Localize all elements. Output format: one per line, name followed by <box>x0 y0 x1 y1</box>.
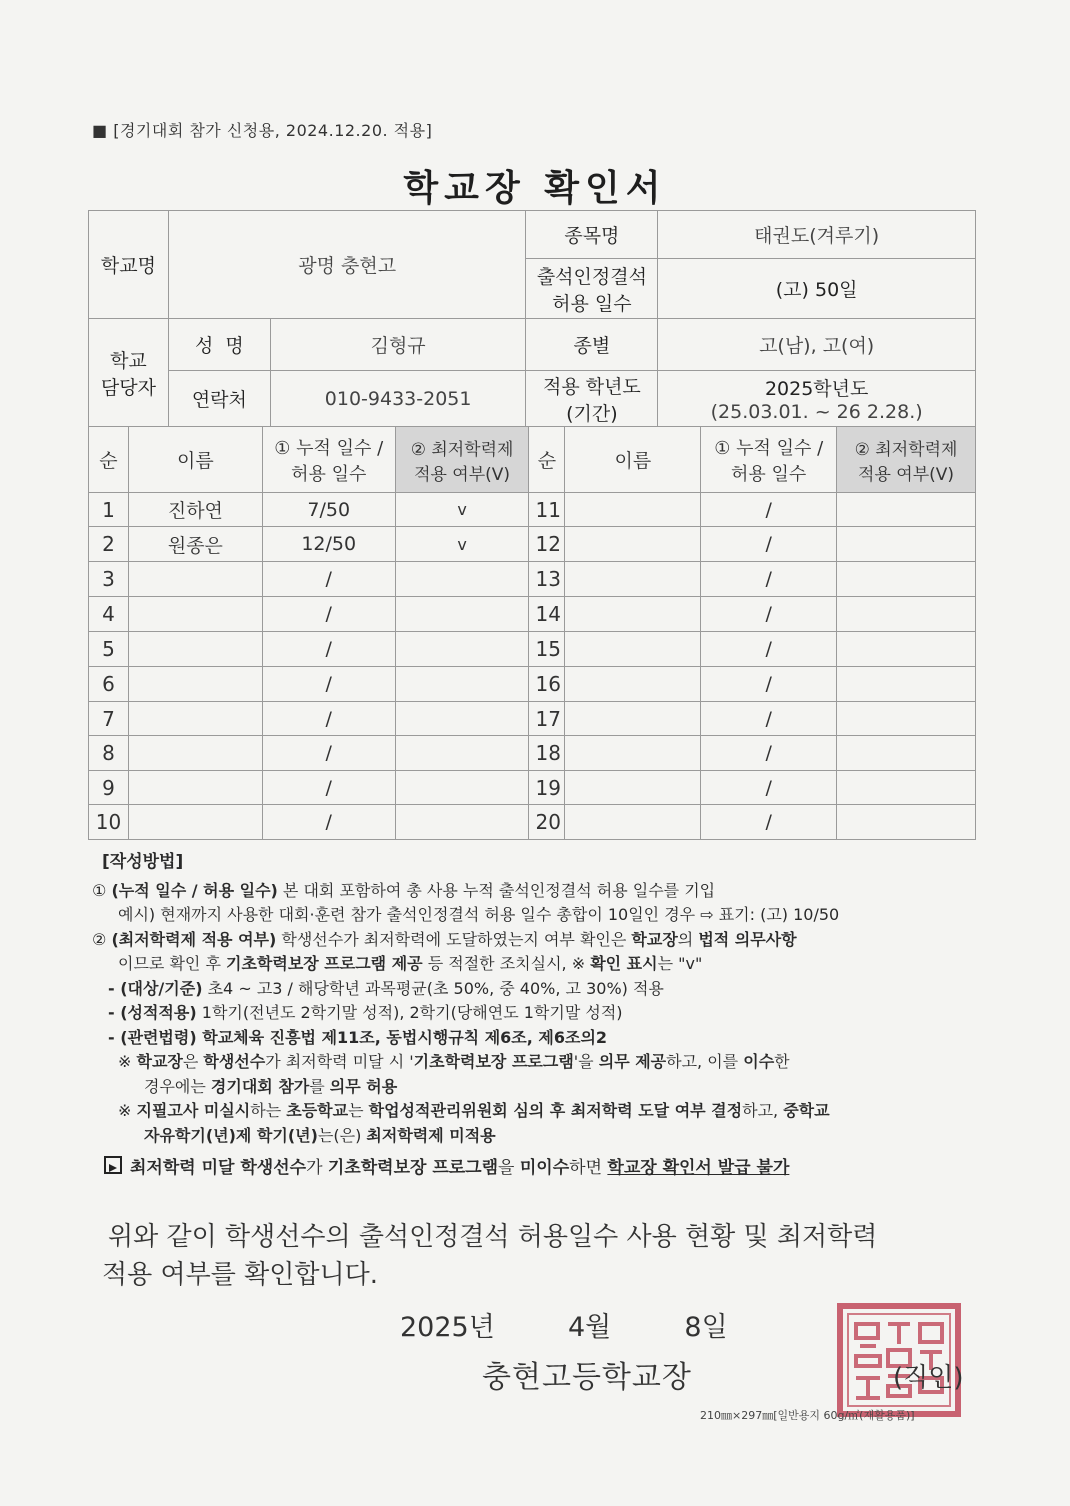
absence-days: / <box>701 736 837 771</box>
guide-2-l2-a: 이므로 확인 후 <box>118 954 226 973</box>
event-label: 종목명 <box>526 211 658 259</box>
form-version-note: ■ [경기대회 참가 신청용, 2024.12.20. 적용] <box>92 121 433 140</box>
row-number: 18 <box>529 736 565 771</box>
guide-2-title: (최저학력제 적용 여부) <box>111 929 277 949</box>
absence-days: / <box>262 632 395 667</box>
student-name <box>128 805 262 840</box>
n2-g: 하고, <box>742 1101 784 1120</box>
min-academic-check <box>837 597 976 632</box>
col-name: 이름 <box>128 427 262 493</box>
min-academic-check <box>837 493 976 527</box>
student-name <box>128 667 262 702</box>
min-academic-check <box>395 771 529 805</box>
col-min2-line2: 적용 여부(V) <box>858 464 955 485</box>
min-academic-check <box>837 805 976 840</box>
n2l2-a: 자유학기(년)제 학기(년) <box>144 1125 318 1145</box>
n1-k: 한 <box>774 1052 790 1071</box>
academic-year-value <box>658 371 976 427</box>
student-name <box>128 632 262 667</box>
guide-note-2 <box>92 1099 982 1124</box>
absence-days: / <box>701 805 837 840</box>
row-number: 5 <box>89 632 129 667</box>
n1-a: ※ <box>118 1052 137 1071</box>
table-row <box>89 597 976 632</box>
absence-days: / <box>701 493 837 527</box>
col-min-academic <box>395 427 529 493</box>
col-days-line1: ① 누적 일수 / <box>274 437 384 459</box>
absence-days: / <box>262 702 395 736</box>
square-arrow-icon <box>104 1156 122 1174</box>
student-name <box>565 805 701 840</box>
row-number: 17 <box>529 702 565 736</box>
year-label-line1: 적용 학년도 <box>542 375 641 398</box>
guide-1-title: (누적 일수 / 허용 일수) <box>111 880 278 900</box>
info-table <box>88 210 976 427</box>
row-number: 6 <box>89 667 129 702</box>
principal-signature: 충현고등학교장 <box>482 1360 692 1395</box>
min-academic-check <box>837 667 976 702</box>
n2-c: 하는 <box>250 1101 287 1120</box>
guide-1-example: 예시) 현재까지 사용한 대회·훈련 참가 출석인정결석 허용 일수 총합이 10일인 경우 ⇨ 표기: (고) 10/50 <box>118 905 840 924</box>
absence-days: / <box>262 805 395 840</box>
warn-g: 학교장 확인서 발급 불가 <box>607 1158 790 1178</box>
n1-b: 학교장 <box>136 1052 183 1071</box>
absence-label-line1: 출석인정결석 <box>536 265 647 288</box>
min-academic-check <box>395 805 529 840</box>
n2-e: 는 <box>348 1101 369 1120</box>
warn-b: 가 <box>306 1158 328 1178</box>
col-days <box>262 427 395 493</box>
min-academic-check <box>395 632 529 667</box>
num-2: ② <box>92 929 107 949</box>
table-row <box>89 771 976 805</box>
n1-f: 기초학력보장 프로그램 <box>413 1052 574 1071</box>
table-row <box>89 632 976 667</box>
guide-2-text-a: 학생선수가 최저학력에 도달하였는지 여부 확인은 <box>276 929 632 949</box>
n1-c: 은 <box>182 1052 204 1071</box>
absence-days-value: (고) 50일 <box>658 259 976 319</box>
table-row <box>89 702 976 736</box>
table-row <box>89 562 976 597</box>
student-table <box>88 426 976 840</box>
absence-days: / <box>701 667 837 702</box>
target-text: 초4 ~ 고3 / 해당학년 과목평균(초 50%, 중 40%, 고 30%) 적용 <box>202 978 664 998</box>
year-value-line1: 2025학년도 <box>764 378 869 400</box>
row-number: 4 <box>89 597 129 632</box>
guide-2-l2-c: 등 적절한 조치실시, ※ <box>422 954 591 973</box>
absence-days: / <box>701 702 837 736</box>
col-days2-line1: ① 누적 일수 / <box>714 437 824 459</box>
row-number: 13 <box>529 562 565 597</box>
min-academic-check <box>395 597 529 632</box>
col-min-academic-2 <box>837 427 976 493</box>
n1l2-b: 경기대회 참가 <box>210 1076 310 1096</box>
warn-f: 하면 <box>569 1158 608 1178</box>
student-name <box>565 632 701 667</box>
row-number: 16 <box>529 667 565 702</box>
col-days-line2: 허용 일수 <box>291 463 367 485</box>
student-name <box>565 597 701 632</box>
academic-year-label <box>526 371 658 427</box>
absence-days: / <box>262 667 395 702</box>
warn-c: 기초학력보장 프로그램 <box>327 1158 499 1178</box>
min-academic-check <box>837 632 976 667</box>
n2-b: 지필고사 미실시 <box>136 1101 251 1120</box>
manager-label-line1: 학교 <box>110 349 147 372</box>
table-row <box>89 736 976 771</box>
writing-guide <box>92 850 982 1181</box>
name-label: 성 명 <box>168 319 270 371</box>
row-number: 15 <box>529 632 565 667</box>
contact-label: 연락처 <box>168 371 270 427</box>
manager-label-line2: 담당자 <box>100 376 156 399</box>
min-academic-check: v <box>395 527 529 562</box>
grades-label: - (성적적용) <box>108 1003 197 1022</box>
guide-item-2 <box>92 928 982 953</box>
school-value: 광명 충현고 <box>168 211 526 319</box>
n1-i: 하고, 이를 <box>666 1052 744 1071</box>
student-name <box>565 527 701 562</box>
student-name <box>128 771 262 805</box>
min-academic-check <box>395 736 529 771</box>
col-days2-line2: 허용 일수 <box>731 463 807 485</box>
name-value: 김형규 <box>270 319 526 371</box>
guide-1-text: 본 대회 포함하여 총 사용 누적 출석인정결석 허용 일수를 기입 <box>277 880 716 900</box>
warn-e: 미이수 <box>519 1158 570 1178</box>
student-name <box>128 562 262 597</box>
student-name <box>565 702 701 736</box>
n1-h: 의무 제공 <box>598 1052 667 1071</box>
row-number: 20 <box>529 805 565 840</box>
row-number: 8 <box>89 736 129 771</box>
absence-days: / <box>262 771 395 805</box>
guide-2-bold-b: 학교장 <box>631 929 678 949</box>
seal-label: (직인) <box>893 1363 964 1393</box>
row-number: 12 <box>529 527 565 562</box>
absence-days: / <box>701 632 837 667</box>
col-min-line2: 적용 여부(V) <box>414 464 511 485</box>
min-academic-check <box>837 562 976 597</box>
page-title: 학교장 확인서 <box>403 168 667 209</box>
student-name <box>565 736 701 771</box>
col-name-2: 이름 <box>565 427 701 493</box>
confirmation-statement <box>102 1218 968 1294</box>
num-1: ① <box>92 880 107 900</box>
event-value: 태권도(겨루기) <box>658 211 976 259</box>
absence-label-line2: 허용 일수 <box>552 292 632 315</box>
guide-grades <box>92 1001 982 1026</box>
row-number: 7 <box>89 702 129 736</box>
guide-heading: [작성방법] <box>102 852 184 872</box>
guide-law <box>92 1026 982 1051</box>
closing-line1: 위와 같이 학생선수의 출석인정결석 허용일수 사용 현황 및 최저학력 <box>108 1222 878 1252</box>
n1-g: '을 <box>573 1052 599 1071</box>
row-number: 11 <box>529 493 565 527</box>
min-academic-check <box>395 702 529 736</box>
table-row <box>89 493 976 527</box>
row-number: 19 <box>529 771 565 805</box>
guide-2-l2-d: 확인 표시 <box>590 954 658 973</box>
n1l2-d: 의무 허용 <box>329 1076 398 1096</box>
year-label-line2: (기간) <box>566 402 618 425</box>
law-label: - (관련법령) <box>108 1027 197 1047</box>
min-academic-check <box>837 736 976 771</box>
col-days-2 <box>701 427 837 493</box>
n2l2-b: 는(은) <box>317 1125 367 1145</box>
row-number: 2 <box>89 527 129 562</box>
n2-d: 초등학교 <box>286 1101 349 1120</box>
guide-2-bold-d: 법적 의무사항 <box>698 929 797 949</box>
manager-label <box>89 319 169 427</box>
category-label: 종별 <box>526 319 658 371</box>
n1l2-c: 를 <box>309 1076 330 1096</box>
min-academic-check <box>837 771 976 805</box>
min-academic-check <box>837 527 976 562</box>
absence-days: / <box>701 771 837 805</box>
min-academic-check: v <box>395 493 529 527</box>
absence-days: / <box>262 562 395 597</box>
absence-days: / <box>262 736 395 771</box>
guide-2-l2-b: 기초학력보장 프로그램 제공 <box>226 954 423 973</box>
contact-value: 010-9433-2051 <box>270 371 526 427</box>
guide-note-1-line2 <box>92 1075 982 1100</box>
guide-2-text-c: 의 <box>677 929 699 949</box>
table-row <box>89 805 976 840</box>
n1l2-a: 경우에는 <box>144 1076 211 1096</box>
student-name <box>565 562 701 597</box>
student-name: 원종은 <box>128 527 262 562</box>
issue-date: 2025년 4월 8일 <box>400 1312 728 1343</box>
paper-spec: 210㎜×297㎜[일반용지 60g/㎡(재활용품)] <box>700 1409 915 1422</box>
student-name <box>565 493 701 527</box>
n1-e: 가 최저학력 미달 시 ' <box>265 1052 414 1071</box>
closing-line2: 적용 여부를 확인합니다. <box>102 1260 378 1290</box>
guide-item-1 <box>92 879 982 904</box>
min-academic-check <box>395 667 529 702</box>
warn-a: 최저학력 미달 학생선수 <box>130 1158 307 1178</box>
n1-j: 이수 <box>743 1052 775 1071</box>
absence-days: / <box>701 527 837 562</box>
warning-line <box>92 1154 982 1181</box>
col-min2-line1: ② 최저학력제 <box>854 439 958 460</box>
school-label: 학교명 <box>89 211 169 319</box>
col-no: 순 <box>89 427 129 493</box>
n2l2-c: 최저학력제 미적용 <box>366 1125 496 1145</box>
row-number: 9 <box>89 771 129 805</box>
guide-note-2-line2 <box>92 1124 982 1149</box>
table-row <box>89 527 976 562</box>
absence-days: 12/50 <box>262 527 395 562</box>
absence-days: / <box>262 597 395 632</box>
student-name <box>128 597 262 632</box>
target-label: - (대상/기준) <box>108 978 203 998</box>
student-name <box>128 702 262 736</box>
row-number: 14 <box>529 597 565 632</box>
guide-note-1 <box>92 1050 982 1075</box>
table-row <box>89 667 976 702</box>
n2-h: 중학교 <box>783 1101 830 1120</box>
absence-days: / <box>701 597 837 632</box>
student-name <box>565 771 701 805</box>
category-value: 고(남), 고(여) <box>658 319 976 371</box>
law-text: 학교체육 진흥법 제11조, 동법시행규칙 제6조, 제6조의2 <box>196 1027 608 1047</box>
row-number: 1 <box>89 493 129 527</box>
year-value-line2: (25.03.01. ~ 26 2.28.) <box>710 401 923 423</box>
n1-d: 학생선수 <box>203 1052 266 1071</box>
row-number: 3 <box>89 562 129 597</box>
guide-2-line2 <box>92 952 982 977</box>
grades-text: 1학기(전년도 2학기말 성적), 2학기(당해연도 1학기말 성적) <box>196 1003 623 1022</box>
student-name <box>565 667 701 702</box>
absence-days: / <box>701 562 837 597</box>
col-no-2: 순 <box>529 427 565 493</box>
guide-target <box>92 977 982 1002</box>
guide-2-l2-e: 는 "v" <box>657 954 703 973</box>
min-academic-check <box>395 562 529 597</box>
n2-f: 학업성적관리위원회 심의 후 최저학력 도달 여부 결정 <box>368 1101 743 1120</box>
row-number: 10 <box>89 805 129 840</box>
student-name <box>128 736 262 771</box>
warn-d: 을 <box>498 1158 520 1178</box>
min-academic-check <box>837 702 976 736</box>
n2-a: ※ <box>118 1101 137 1120</box>
col-min-line1: ② 최저학력제 <box>410 439 514 460</box>
absence-days: 7/50 <box>262 493 395 527</box>
student-name: 진하연 <box>128 493 262 527</box>
absence-days-label <box>526 259 658 319</box>
